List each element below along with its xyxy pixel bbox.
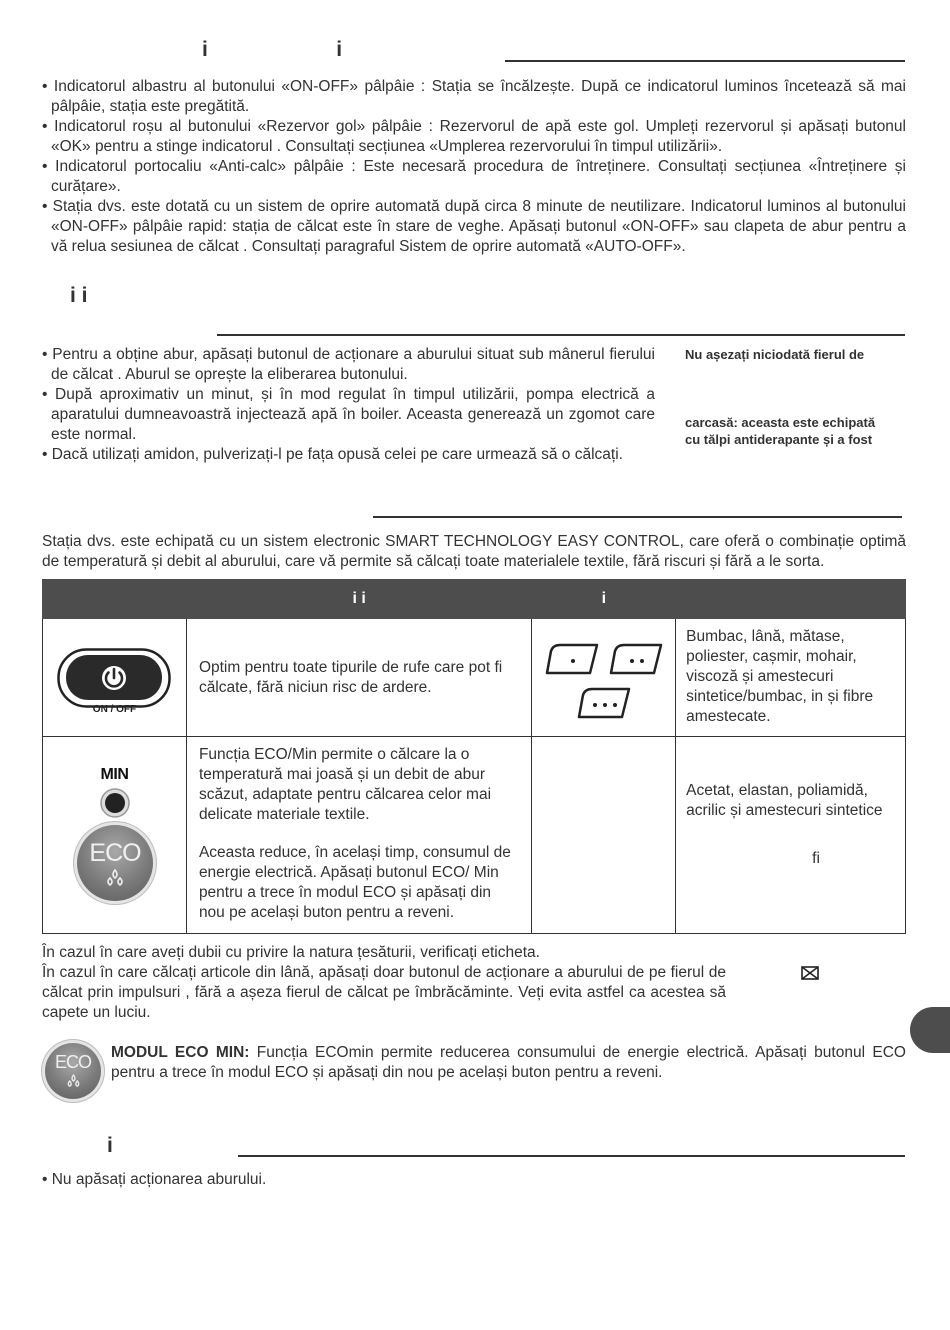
section1-bullets [42, 77, 906, 257]
bullet-starch: • Dacă utilizați amidon, pulverizați-l pe fața opusă celei pe care urmează să o călcați. [42, 446, 623, 463]
iron-one-dot-icon [544, 641, 600, 677]
eco-fabrics-cell [676, 737, 906, 934]
section2-bullets [42, 345, 655, 465]
eco-button-icon [77, 825, 153, 901]
temperature-icons-cell [532, 619, 676, 737]
eco-mode-icon [45, 1043, 101, 1099]
smart-technology-intro: Stația dvs. este echipată cu un sistem electronic SMART TECHNOLOGY EASY CONTROL, care oferă o combinație optimă de temperatură și debit al aburului, care vă permite să călcați toate materialele textile, fără riscuri și fără a le sorta. [42, 533, 906, 570]
eco-fabrics: Acetat, elastan, poliamidă, acrilic și amestecuri sintetice [686, 782, 883, 819]
onoff-fabrics-cell [676, 619, 906, 737]
bullet-blue-indicator: • Indicatorul albastru al butonului «ON-OFF» pâlpâie : Stația se încălzește. După ce indicatorul luminos încetează să mai pâlpâie, stația este pregătită. [42, 78, 906, 115]
onoff-description: Optim pentru toate tipurile de rufe care pot fi călcate, fără niciun risc de ardere. [198, 658, 503, 696]
eco-temperature-cell [532, 737, 676, 934]
side-note-bottom-1: carcasă: aceasta este echipată [685, 415, 876, 430]
eco-description-cell [186, 737, 532, 934]
onoff-description-cell [186, 619, 532, 737]
bullet-red-indicator: • Indicatorul roșu al butonului «Rezervor gol» pâlpâie : Rezervorul de apă este gol. Umpleți rezervorul și apăsați butonul «OK» pentru a stinge indicatorul . Consultați secțiunea «Umplerea rezervorului în timpul utilizării». [42, 118, 906, 155]
steam-drops-icon [105, 869, 125, 887]
side-note-bottom-2: cu tălpi antiderapante și a fost [685, 432, 873, 447]
table-row-eco [43, 737, 906, 934]
page-tab-marker [910, 1007, 950, 1053]
no-steam-cross-icon [801, 966, 819, 980]
eco-button-cell [43, 737, 187, 934]
section2-heading: i i [70, 284, 88, 307]
table-header-2: i i [186, 580, 532, 619]
section3-rule [373, 516, 902, 518]
section2-rule [217, 334, 905, 336]
bullet-pump-noise: • După aproximativ un minut, și în mod regulat în timpul utilizării, pompa electrică a aparatului dumneavoastră injectează apă în boiler. Aceasta generează un zgomot care este normal. [42, 386, 655, 443]
section1-heading: i i [202, 38, 343, 61]
eco-fabrics-extra: fi [812, 850, 820, 867]
iron-two-dots-icon [608, 641, 664, 677]
eco-mode-steam-icon [66, 1074, 81, 1088]
eco-mode-label: MODUL ECO MIN: [111, 1044, 250, 1061]
eco-mode-text: Funcția ECOmin permite reducerea consumului de energie electrică. Apăsați butonul ECO pentru a trece în modul ECO și apăsați din nou pe același buton pentru a reveni. [111, 1044, 906, 1081]
min-button-icon [99, 787, 131, 819]
wool-note: În cazul în care călcați articole din lână, apăsați doar butonul de acționare a aburului de pe fierul de călcat prin impulsuri , fără a așeza fierul de călcat pe îmbrăcăminte. Veți evita astfel ca acestea să capete un luciu. [42, 964, 726, 1021]
section4-rule [238, 1155, 905, 1157]
onoff-fabrics: Bumbac, lână, mătase, poliester, cașmir, mohair, viscoză și amestecuri sintetice/bumbac, in și fibre amestecate. [686, 628, 874, 725]
eco-mode-icon-label: ECO [54, 1052, 91, 1072]
onoff-button-icon [57, 648, 171, 715]
eco-mode-paragraph [111, 1043, 906, 1083]
side-note-top: Nu așezați niciodată fierul de [685, 347, 865, 362]
min-label: MIN [100, 766, 129, 783]
onoff-button-cell [43, 619, 187, 737]
bullet-steam-button: • Pentru a obține abur, apăsați butonul de acționare a aburului situat sub mânerul fierului de călcat . Aburul se oprește la eliberarea butonului. [42, 346, 655, 383]
table-row-onoff [43, 619, 906, 737]
table-header-4 [676, 580, 906, 619]
bullet-orange-indicator: • Indicatorul portocaliu «Anti-calc» pâlpâie : Este necesară procedura de întreținere. Consultați secțiunea «Întreținere și curățare». [42, 158, 906, 195]
settings-table [42, 579, 906, 934]
eco-icon-label: ECO [89, 839, 141, 867]
onoff-caption: ON / OFF [92, 703, 137, 715]
fabric-doubt-note: În cazul în care aveți dubii cu privire la natura țesăturii, verificați eticheta. [42, 944, 540, 961]
table-header-1 [43, 580, 187, 619]
bullet-auto-off: • Stația dvs. este dotată cu un sistem de oprire automată după circa 8 minute de neutilizare. Indicatorul luminos al butonului «ON-OFF» pâlpâie rapid: stația de călcat este în stare de veghe. Apăsați butonul «ON-OFF» sau clapeta de abur pentru a vă relua sesiunea de călcat . Consultați paragraful Sistem de oprire automată «AUTO-OFF». [42, 198, 906, 255]
table-header-row [43, 580, 906, 619]
bullet-no-steam: • Nu apăsați acționarea aburului. [42, 1171, 267, 1188]
section1-rule [505, 60, 905, 62]
eco-description-2: Aceasta reduce, în același timp, consumul de energie electrică. Apăsați butonul ECO/ Min pentru a trece în modul ECO și apăsați din nou pe același buton pentru a reveni. [198, 844, 511, 921]
eco-description-1: Funcția ECO/Min permite o călcare la o temperatură mai joasă și un debit de abur scăzut, adaptate pentru călcarea celor mai delicate materiale textile. [198, 746, 492, 823]
iron-three-dots-icon [576, 685, 632, 721]
section4-heading: i [107, 1134, 113, 1157]
table-header-3: i [532, 580, 676, 619]
